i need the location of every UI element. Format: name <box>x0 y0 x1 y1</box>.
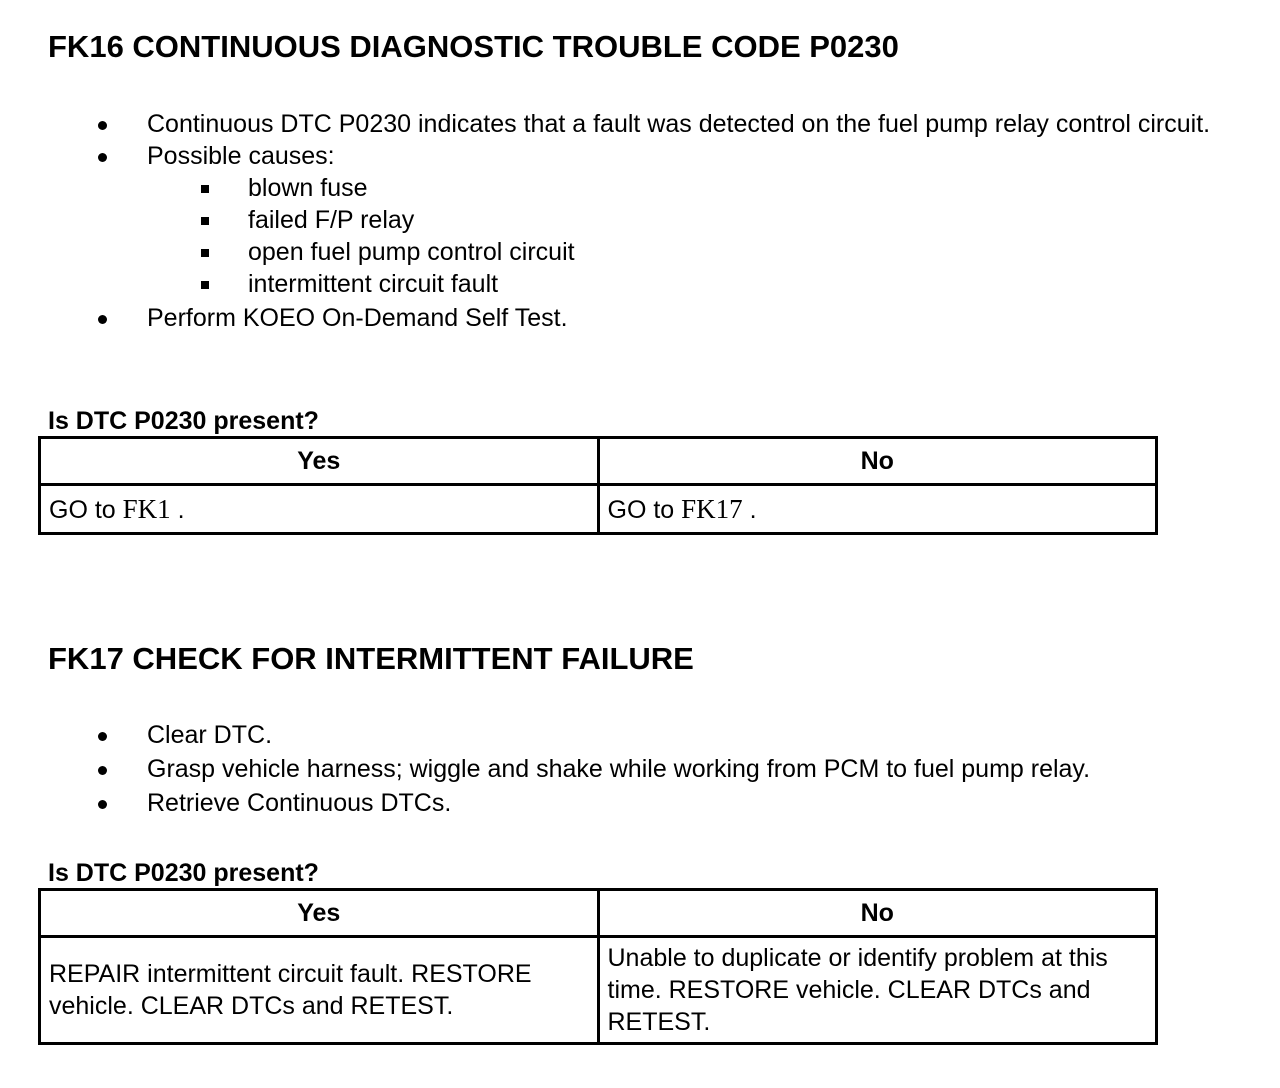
fk17-decision-table <box>38 888 1158 1045</box>
no-header: No <box>598 890 1157 937</box>
yes-header: Yes <box>40 890 599 937</box>
bullet-icon <box>98 732 107 741</box>
fk16-question: Is DTC P0230 present? <box>48 407 319 435</box>
cause-item <box>0 204 1247 236</box>
table-header-row <box>40 438 1157 485</box>
fk17-bullet-list <box>0 719 1247 819</box>
list-item <box>0 719 1247 751</box>
cause-item <box>0 172 1247 204</box>
yes-cell: REPAIR intermittent circuit fault. RESTORE vehicle. CLEAR DTCs and RETEST. <box>40 937 599 1044</box>
yes-cell <box>40 485 599 534</box>
cause-text: intermittent circuit fault <box>248 270 499 298</box>
possible-causes-group <box>0 172 1247 300</box>
cause-text: blown fuse <box>248 174 368 202</box>
yes-header: Yes <box>40 438 599 485</box>
bullet-text: Continuous DTC P0230 indicates that a fault was detected on the fuel pump relay control circuit. <box>147 110 1211 138</box>
list-item <box>0 753 1247 785</box>
section-fk16-title: FK16 CONTINUOUS DIAGNOSTIC TROUBLE CODE P0230 <box>48 29 899 64</box>
cause-item <box>0 268 1247 300</box>
table-row <box>40 485 1157 534</box>
fk16-bullet-list <box>0 108 1247 334</box>
square-bullet-icon <box>201 281 209 289</box>
no-cell: Unable to duplicate or identify problem at this time. RESTORE vehicle. CLEAR DTCs and RETEST. <box>598 937 1157 1044</box>
no-header: No <box>598 438 1157 485</box>
bullet-text: Retrieve Continuous DTCs. <box>147 789 452 817</box>
bullet-text: Possible causes: <box>147 142 335 170</box>
bullet-text: Perform KOEO On-Demand Self Test. <box>147 304 568 332</box>
bullet-icon <box>98 315 107 324</box>
bullet-text: Grasp vehicle harness; wiggle and shake while working from PCM to fuel pump relay. <box>147 755 1091 783</box>
go-to-label: GO to <box>607 495 682 524</box>
section-fk17-title: FK17 CHECK FOR INTERMITTENT FAILURE <box>48 641 694 676</box>
bullet-icon <box>98 800 107 809</box>
bullet-icon <box>98 153 107 162</box>
fk16-decision-table <box>38 436 1158 535</box>
bullet-icon <box>98 766 107 775</box>
fk17-link[interactable]: FK17 <box>681 493 743 524</box>
table-row <box>40 937 1157 1044</box>
fk1-link[interactable]: FK1 <box>122 493 171 524</box>
ref-suffix: . <box>742 495 757 524</box>
bullet-text: Clear DTC. <box>147 721 273 749</box>
list-item <box>0 787 1247 819</box>
list-item <box>0 302 1247 334</box>
bullet-icon <box>98 121 107 130</box>
table-header-row <box>40 890 1157 937</box>
fk17-question: Is DTC P0230 present? <box>48 859 319 887</box>
go-to-label: GO to <box>49 495 123 524</box>
no-cell <box>598 485 1157 534</box>
cause-text: failed F/P relay <box>248 206 415 234</box>
cause-text: open fuel pump control circuit <box>248 238 575 266</box>
list-item <box>0 108 1247 140</box>
square-bullet-icon <box>201 217 209 225</box>
list-item <box>0 140 1247 172</box>
square-bullet-icon <box>201 185 209 193</box>
possible-causes-list <box>0 172 1247 300</box>
ref-suffix: . <box>170 495 185 524</box>
square-bullet-icon <box>201 249 209 257</box>
cause-item <box>0 236 1247 268</box>
